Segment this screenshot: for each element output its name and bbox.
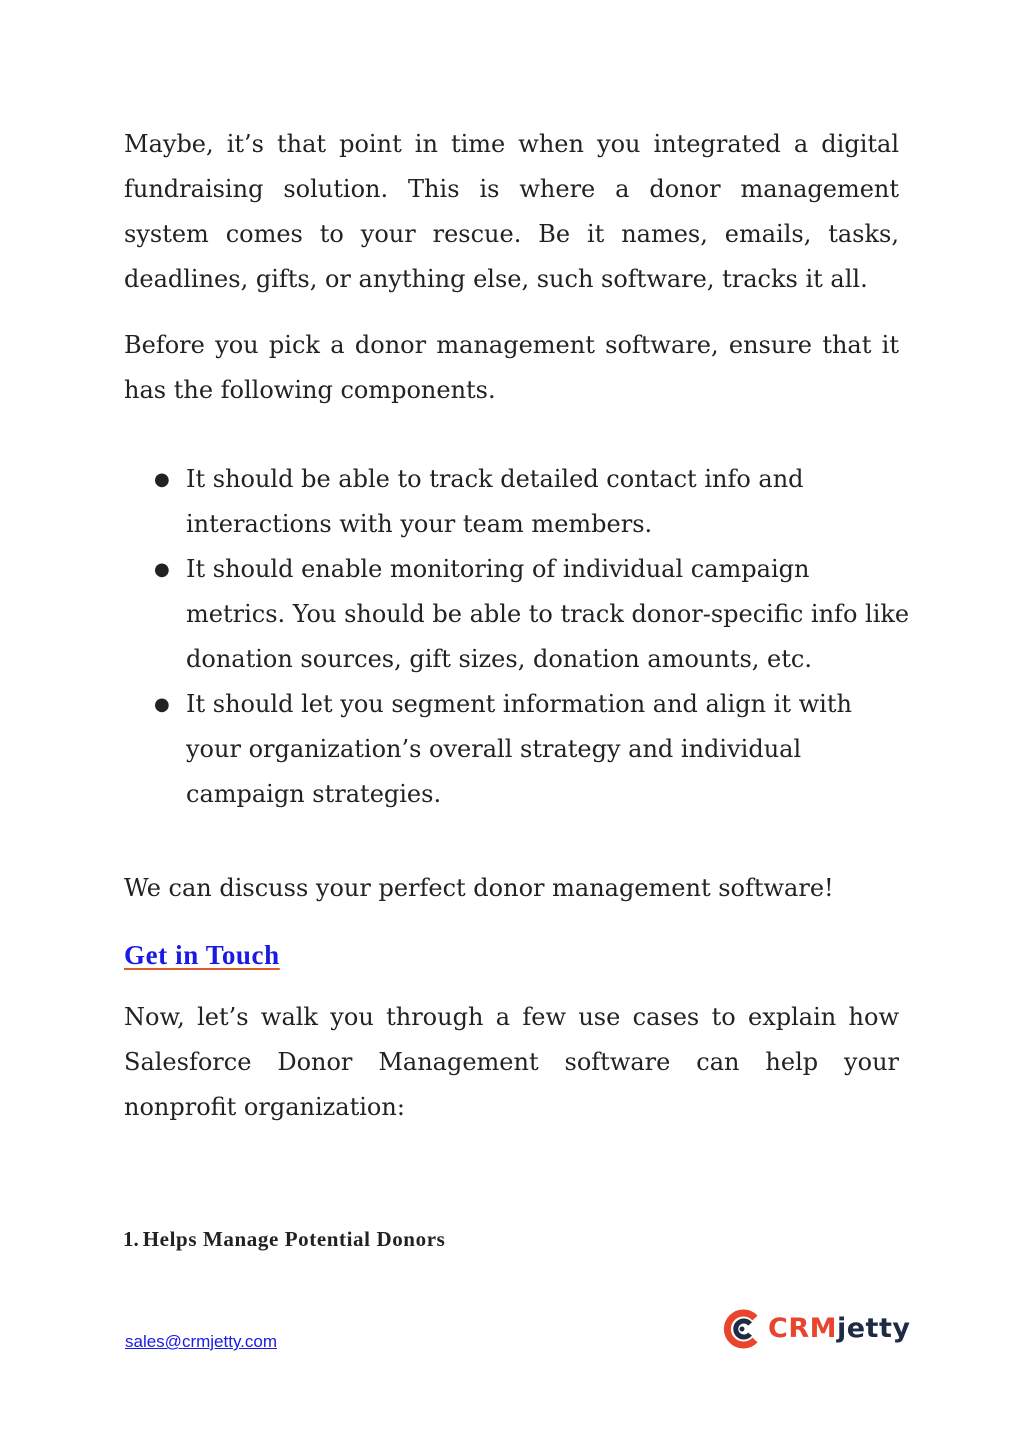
crmjetty-logo-icon	[722, 1309, 762, 1349]
components-intro-paragraph: Before you pick a donor management software, ensure that it has the following components.	[124, 331, 899, 404]
discuss-paragraph: We can discuss your perfect donor management software!	[124, 874, 834, 902]
list-item	[124, 547, 914, 682]
logo-crm-text: CRM	[768, 1313, 837, 1344]
bullet-icon: ●	[154, 694, 170, 715]
bullet-icon: ●	[154, 559, 170, 580]
use-cases-paragraph: Now, let’s walk you through a few use cases to explain how Salesforce Donor Management software can help your nonprofit organization:	[124, 1003, 899, 1121]
crmjetty-logo	[722, 1306, 910, 1352]
list-item-text: It should let you segment information and align it with your organization’s overall strategy and individual campaign strategies.	[186, 690, 852, 808]
intro-paragraph: Maybe, it’s that point in time when you integrated a digital fundraising solution. This is where a donor management system comes to your rescue. Be it names, emails, tasks, deadlines, gifts, or anything else, such software, tracks it all.	[124, 130, 899, 293]
section-number: 1.	[123, 1227, 139, 1251]
bullet-icon: ●	[154, 469, 170, 490]
logo-wordmark	[768, 1306, 910, 1352]
section-title: Helps Manage Potential Donors	[142, 1227, 446, 1251]
components-list	[124, 457, 914, 817]
list-item	[124, 682, 914, 817]
email-link[interactable]: sales@crmjetty.com	[125, 1332, 278, 1351]
list-item-text: It should enable monitoring of individual campaign metrics. You should be able to track donor-specific info like donation sources, gift sizes, donation amounts, etc.	[186, 555, 910, 673]
section-heading	[123, 1224, 445, 1254]
get-in-touch-link[interactable]: Get in Touch	[124, 940, 280, 970]
list-item-text: It should be able to track detailed contact info and interactions with your team members.	[186, 465, 804, 538]
logo-jetty-text: jetty	[836, 1313, 911, 1344]
list-item	[124, 457, 914, 547]
